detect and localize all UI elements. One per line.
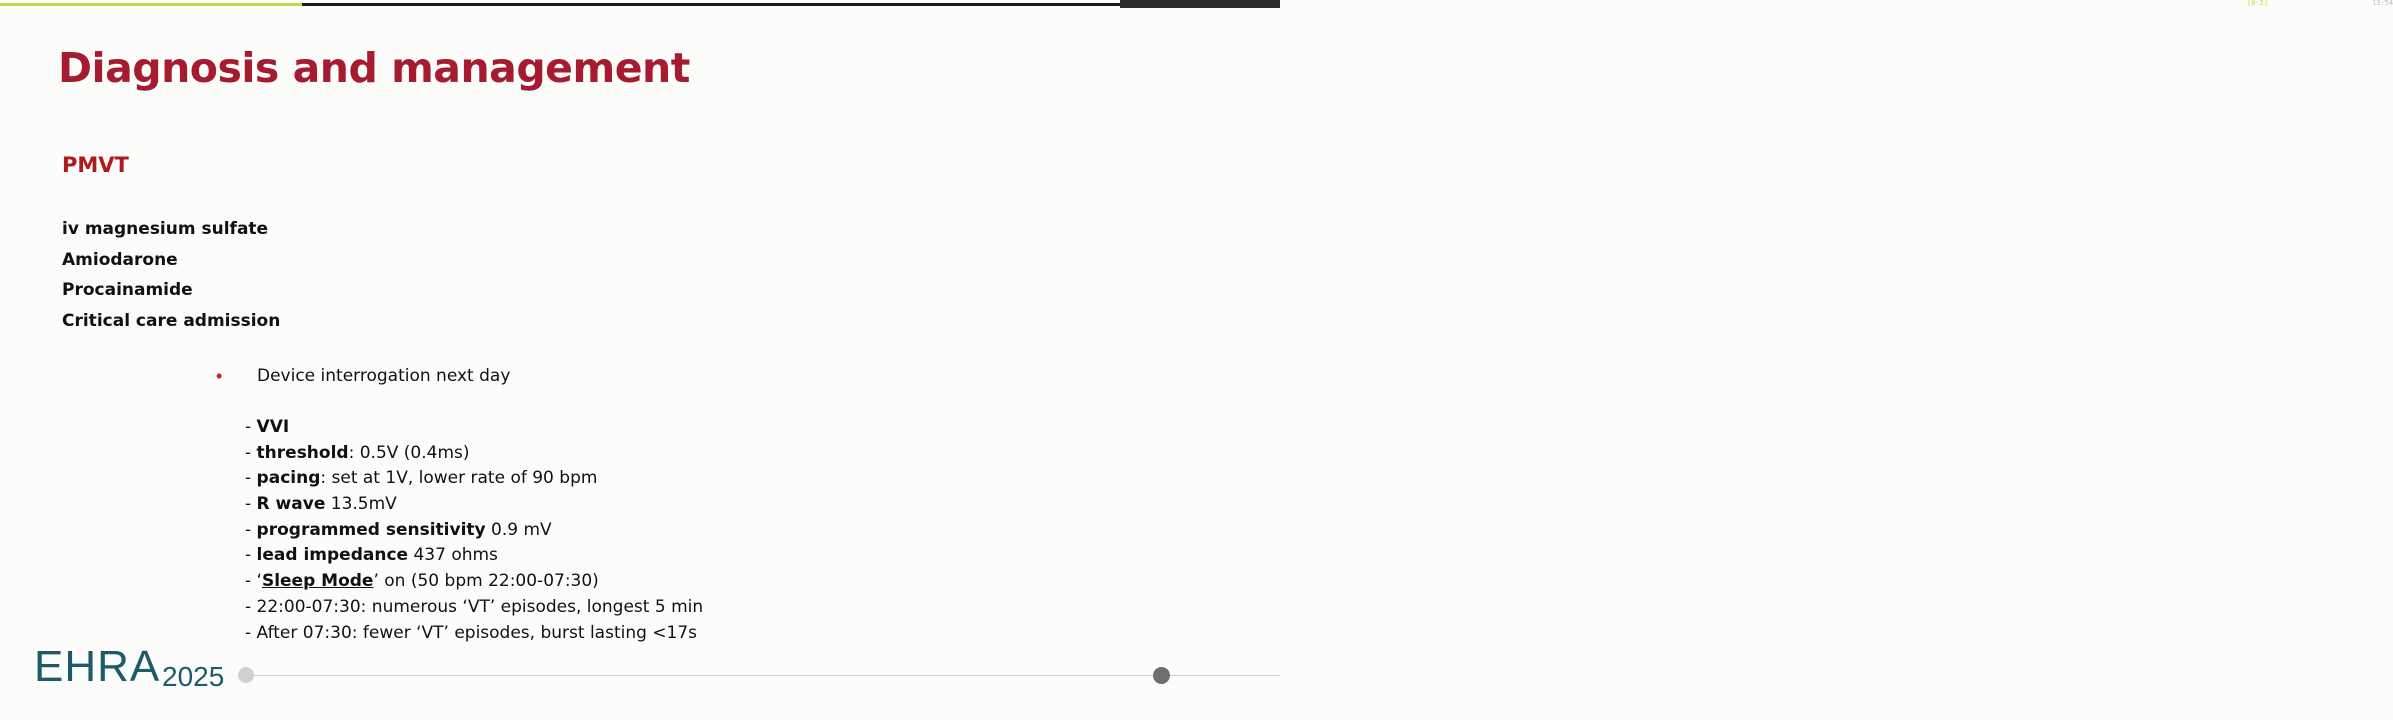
detail-day-episodes: - After 07:30: fewer ‘VT’ episodes, burst lasting <17s bbox=[245, 622, 698, 643]
device-details-list bbox=[245, 415, 703, 646]
detail-sensitivity: - programmed sensitivity 0.9 mV bbox=[245, 519, 552, 540]
slide-title: Diagnosis and management bbox=[58, 44, 690, 92]
slide-counter: [0:2] bbox=[2247, 0, 2269, 7]
detail-lead-impedance: - lead impedance 437 ohms bbox=[245, 545, 498, 566]
bullet-icon: • bbox=[216, 366, 223, 386]
status-area bbox=[1120, 0, 2393, 8]
detail-r-wave: - R wave 13.5mV bbox=[245, 494, 397, 515]
timeline-track[interactable] bbox=[246, 675, 1162, 676]
bullet-text: Device interrogation next day bbox=[257, 366, 511, 386]
ehra-logo bbox=[34, 643, 234, 693]
detail-pacing: - pacing: set at 1V, lower rate of 90 bpm bbox=[245, 468, 598, 489]
detail-threshold: - threshold: 0.5V (0.4ms) bbox=[245, 442, 470, 463]
treatment-item: Critical care admission bbox=[62, 311, 281, 332]
detail-sleep-mode: - ‘Sleep Mode’ on (50 bpm 22:00-07:30) bbox=[245, 571, 599, 592]
detail-night-episodes: - 22:00-07:30: numerous ‘VT’ episodes, longest 5 min bbox=[245, 596, 704, 617]
treatment-list bbox=[62, 217, 280, 340]
video-progress-bar[interactable] bbox=[0, 0, 2393, 8]
logo-text: EHRA bbox=[34, 642, 161, 691]
progress-fill bbox=[0, 3, 302, 6]
detail-vvi: - VVI bbox=[245, 417, 290, 437]
timeline-end-handle[interactable] bbox=[1153, 667, 1170, 684]
timeline-track-end bbox=[1170, 675, 1280, 676]
treatment-item: Amiodarone bbox=[62, 249, 178, 270]
treatment-item: iv magnesium sulfate bbox=[62, 219, 269, 239]
section-heading: PMVT bbox=[62, 153, 129, 177]
treatment-item: Procainamide bbox=[62, 280, 193, 301]
logo-year: 2025 bbox=[162, 661, 225, 692]
clock: 13:54 bbox=[2372, 0, 2393, 7]
